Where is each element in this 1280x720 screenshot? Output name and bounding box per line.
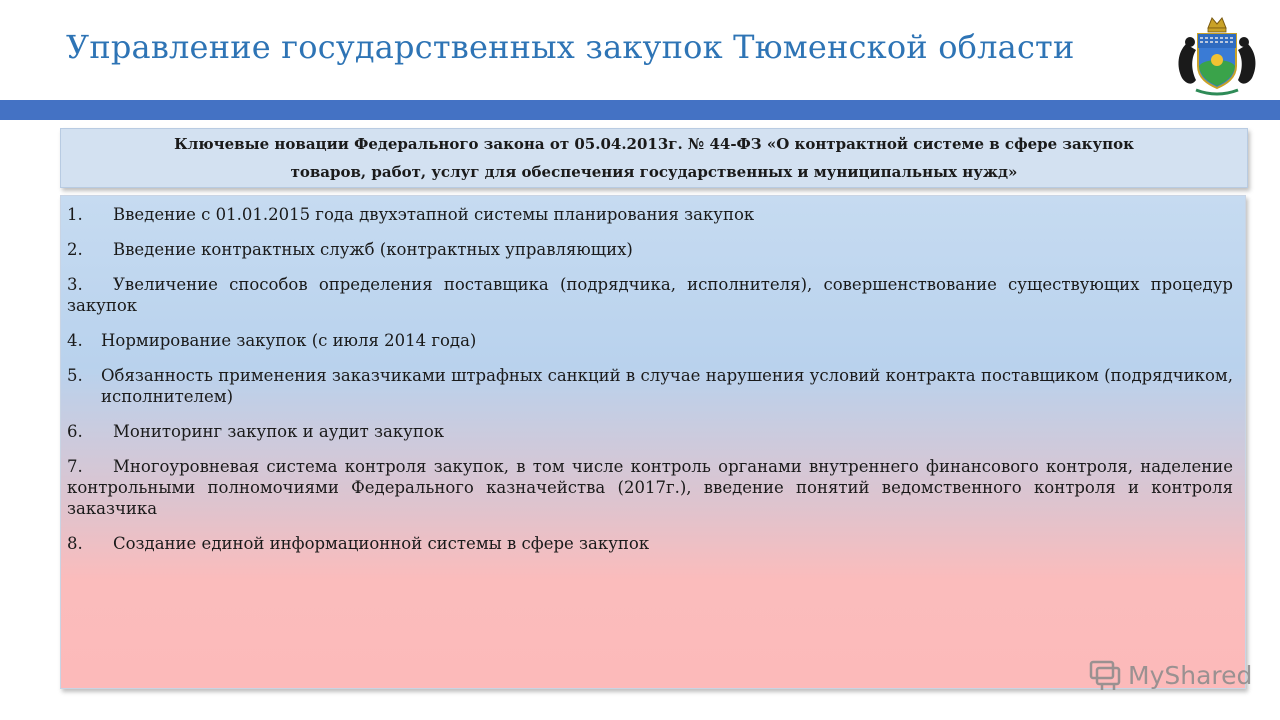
subtitle-line-1: Ключевые новации Федерального закона от 05.04.2013г. № 44-ФЗ «О контрактной системе в сфере закупок bbox=[174, 135, 1134, 153]
list-item-text: Введение с 01.01.2015 года двухэтапной системы планирования закупок bbox=[113, 205, 755, 224]
myshared-watermark[interactable] bbox=[1088, 657, 1252, 693]
header-divider-bar bbox=[0, 100, 1280, 120]
list-item-text: Мониторинг закупок и аудит закупок bbox=[113, 422, 445, 441]
list-item-number: 6. bbox=[67, 422, 83, 441]
subtitle-line-2: товаров, работ, услуг для обеспечения государственных и муниципальных нужд» bbox=[290, 163, 1018, 181]
list-item-number: 1. bbox=[67, 205, 83, 224]
subtitle-text bbox=[134, 130, 1174, 186]
list-item-text: Создание единой информационной системы в сфере закупок bbox=[113, 534, 650, 553]
list-item-text: Введение контрактных служб (контрактных управляющих) bbox=[113, 240, 633, 259]
list-item-number: 3. bbox=[67, 275, 83, 294]
page-title: Управление государственных закупок Тюменской области bbox=[66, 28, 1075, 66]
watermark-text: MyShared bbox=[1128, 660, 1253, 690]
list-item bbox=[67, 204, 1233, 225]
list-item-number: 5. bbox=[67, 366, 83, 385]
subtitle-box bbox=[60, 128, 1248, 188]
list-item bbox=[67, 421, 1233, 442]
list-item-text: Обязанность применения заказчиками штрафных санкций в случае нарушения условий контракта поставщиком (подрядчиком, исполнителем) bbox=[101, 366, 1233, 406]
innovations-list bbox=[60, 195, 1246, 689]
list-item-number: 7. bbox=[67, 457, 83, 476]
list-item bbox=[67, 533, 1233, 554]
list-item-number: 4. bbox=[67, 331, 83, 350]
list-item-text: Увеличение способов определения поставщика (подрядчика, исполнителя), совершенствование существующих процедур закупок bbox=[67, 275, 1233, 315]
myshared-logo-icon bbox=[1088, 658, 1122, 692]
list-item bbox=[67, 274, 1233, 316]
list-item-number: 2. bbox=[67, 240, 83, 259]
list-item bbox=[67, 456, 1233, 519]
list-item bbox=[67, 239, 1233, 260]
list-item-text: Нормирование закупок (с июля 2014 года) bbox=[101, 331, 477, 350]
list-item bbox=[67, 365, 1233, 407]
list-item-text: Многоуровневая система контроля закупок, в том числе контроль органами внутреннего финансового контроля, наделение контрольными полномочиями Федерального казначейства (2017г.), введение понятий ведомственного контроля и контроля заказчика bbox=[67, 457, 1233, 518]
list-item bbox=[67, 330, 1233, 351]
tyumen-coat-of-arms-icon bbox=[1168, 14, 1266, 100]
list-item-number: 8. bbox=[67, 534, 83, 553]
